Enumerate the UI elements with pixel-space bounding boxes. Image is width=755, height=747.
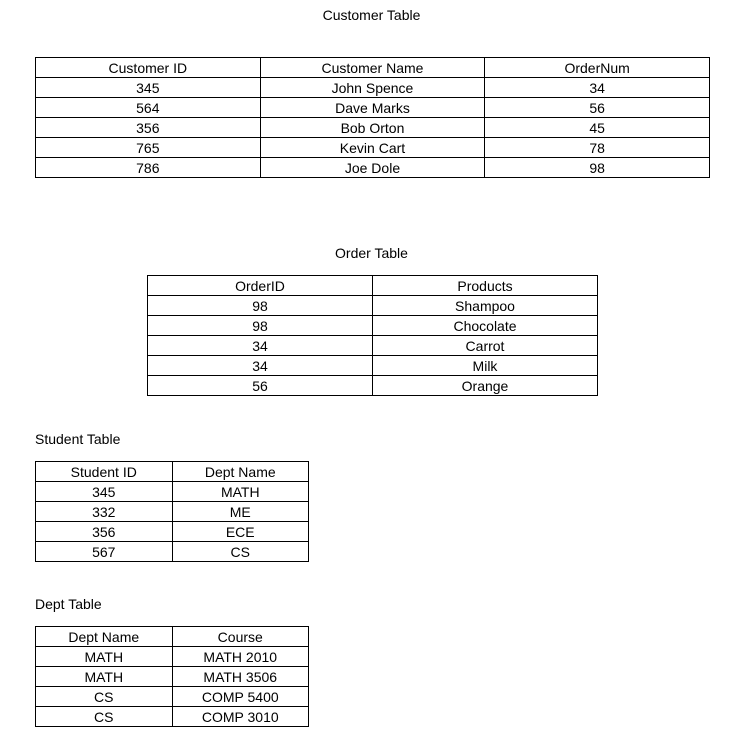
table-cell: 332 bbox=[36, 502, 173, 522]
column-header: OrderID bbox=[148, 276, 373, 296]
table-cell: 34 bbox=[148, 336, 373, 356]
table-row bbox=[36, 98, 710, 118]
table-header-row bbox=[148, 276, 598, 296]
column-header: Student ID bbox=[36, 462, 173, 482]
customer-table-title: Customer Table bbox=[322, 7, 421, 23]
table-cell: Kevin Cart bbox=[260, 138, 485, 158]
table-cell: 356 bbox=[36, 522, 173, 542]
table-cell: John Spence bbox=[260, 78, 485, 98]
student-table bbox=[35, 461, 309, 562]
table-cell: CS bbox=[172, 542, 309, 562]
table-cell: 98 bbox=[148, 316, 373, 336]
customer-table bbox=[35, 57, 710, 178]
table-cell: CS bbox=[36, 687, 173, 707]
table-row bbox=[36, 78, 710, 98]
table-row bbox=[36, 522, 309, 542]
table-cell: ME bbox=[172, 502, 309, 522]
table-cell: 564 bbox=[36, 98, 261, 118]
column-header: Dept Name bbox=[172, 462, 309, 482]
dept-table-title: Dept Table bbox=[35, 596, 102, 612]
table-header-row bbox=[36, 462, 309, 482]
table-cell: 765 bbox=[36, 138, 261, 158]
table-cell: 45 bbox=[485, 118, 710, 138]
table-cell: Dave Marks bbox=[260, 98, 485, 118]
table-cell: 56 bbox=[485, 98, 710, 118]
table-cell: MATH bbox=[172, 482, 309, 502]
dept-table bbox=[35, 626, 309, 727]
table-cell: COMP 5400 bbox=[172, 687, 309, 707]
table-cell: 78 bbox=[485, 138, 710, 158]
table-cell: 786 bbox=[36, 158, 261, 178]
table-cell: Chocolate bbox=[373, 316, 598, 336]
table-cell: Shampoo bbox=[373, 296, 598, 316]
table-cell: MATH bbox=[36, 667, 173, 687]
column-header: OrderNum bbox=[485, 58, 710, 78]
table-row bbox=[148, 316, 598, 336]
table-cell: Bob Orton bbox=[260, 118, 485, 138]
column-header: Products bbox=[373, 276, 598, 296]
table-row bbox=[148, 296, 598, 316]
table-row bbox=[148, 336, 598, 356]
table-cell: 98 bbox=[148, 296, 373, 316]
table-row bbox=[36, 707, 309, 727]
table-row bbox=[36, 542, 309, 562]
order-table-title: Order Table bbox=[335, 245, 408, 261]
table-cell: Orange bbox=[373, 376, 598, 396]
table-cell: Milk bbox=[373, 356, 598, 376]
table-row bbox=[36, 687, 309, 707]
table-cell: 34 bbox=[148, 356, 373, 376]
student-table-title: Student Table bbox=[35, 431, 121, 447]
table-cell: 34 bbox=[485, 78, 710, 98]
table-row bbox=[36, 158, 710, 178]
table-cell: 567 bbox=[36, 542, 173, 562]
table-cell: 345 bbox=[36, 78, 261, 98]
column-header: Dept Name bbox=[36, 627, 173, 647]
table-cell: Joe Dole bbox=[260, 158, 485, 178]
table-row bbox=[148, 376, 598, 396]
table-header-row bbox=[36, 58, 710, 78]
table-cell: Carrot bbox=[373, 336, 598, 356]
table-row bbox=[36, 138, 710, 158]
table-header-row bbox=[36, 627, 309, 647]
order-table bbox=[147, 275, 598, 396]
table-row bbox=[36, 118, 710, 138]
table-cell: COMP 3010 bbox=[172, 707, 309, 727]
table-cell: MATH bbox=[36, 647, 173, 667]
table-cell: MATH 2010 bbox=[172, 647, 309, 667]
table-cell: 98 bbox=[485, 158, 710, 178]
table-cell: MATH 3506 bbox=[172, 667, 309, 687]
table-cell: 356 bbox=[36, 118, 261, 138]
table-row bbox=[36, 647, 309, 667]
table-row bbox=[148, 356, 598, 376]
column-header: Course bbox=[172, 627, 309, 647]
table-cell: 345 bbox=[36, 482, 173, 502]
table-row bbox=[36, 482, 309, 502]
table-cell: 56 bbox=[148, 376, 373, 396]
table-cell: CS bbox=[36, 707, 173, 727]
table-row bbox=[36, 502, 309, 522]
column-header: Customer ID bbox=[36, 58, 261, 78]
table-cell: ECE bbox=[172, 522, 309, 542]
column-header: Customer Name bbox=[260, 58, 485, 78]
table-row bbox=[36, 667, 309, 687]
